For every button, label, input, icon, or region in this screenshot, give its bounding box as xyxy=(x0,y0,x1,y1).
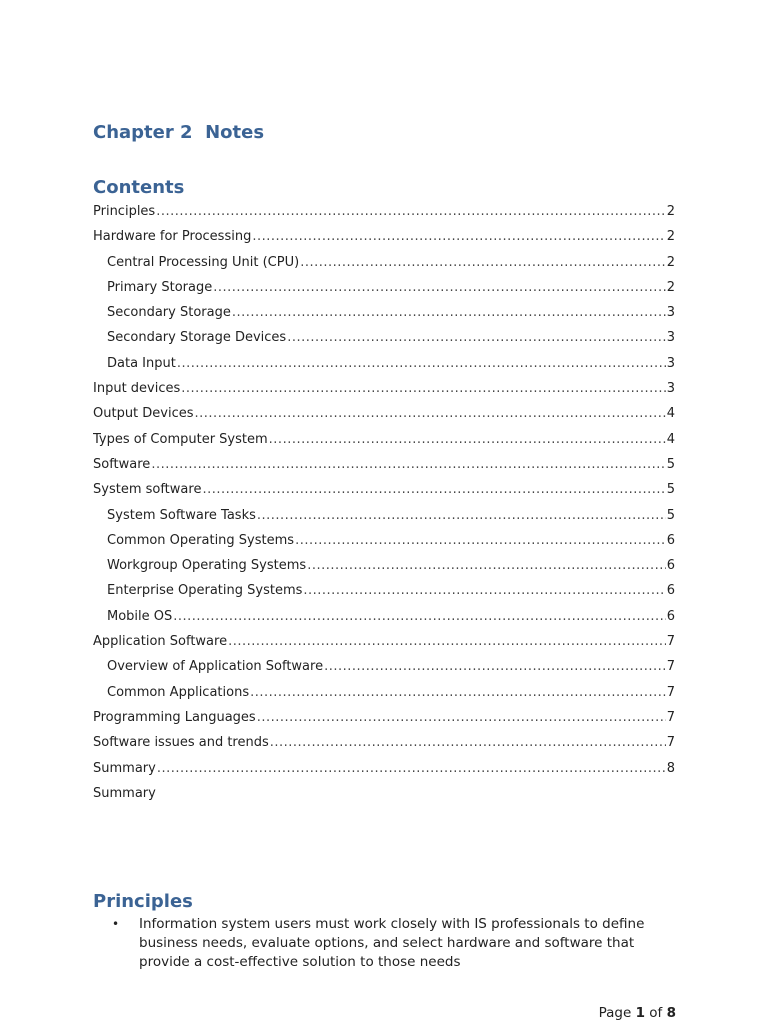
footer-total-pages: 8 xyxy=(666,1005,676,1021)
toc-entry-label: Summary xyxy=(93,785,156,801)
toc-entry-label: Summary xyxy=(93,760,156,776)
toc-leader-dots xyxy=(324,654,666,679)
toc-entry-label: Principles xyxy=(93,204,156,219)
toc-entry-page: 3 xyxy=(666,305,675,321)
toc-entry-page: 7 xyxy=(666,659,675,675)
toc-entry[interactable] xyxy=(93,275,675,300)
toc-entry[interactable] xyxy=(93,300,675,325)
toc-entry-label: Common Applications xyxy=(107,684,250,700)
toc-entry-page: 5 xyxy=(666,507,675,523)
toc-entry[interactable] xyxy=(93,477,675,502)
bullet-text: Information system users must work closely with IS professionals to define business needs, evaluate options, and select hardware and software that provide a cost-effective solution to those needs xyxy=(139,916,645,970)
toc-leader-dots xyxy=(202,477,665,502)
toc-entry-label: Enterprise Operating Systems xyxy=(107,583,303,599)
toc-entry[interactable] xyxy=(93,401,675,426)
toc-entry-label: Programming Languages xyxy=(93,709,256,725)
toc-entry-page: 7 xyxy=(666,709,675,725)
toc-leader-dots xyxy=(300,250,666,275)
toc-entry-label: Application Software xyxy=(93,634,228,650)
toc-entry-page: 7 xyxy=(666,634,675,650)
contents-heading: Contents xyxy=(93,177,185,198)
toc-leader-dots xyxy=(181,376,665,401)
toc-leader-dots xyxy=(287,325,666,350)
toc-entry-page: 6 xyxy=(666,583,675,599)
toc-entry-page: 3 xyxy=(666,330,675,346)
toc-entry[interactable] xyxy=(93,553,675,578)
toc-leader-dots xyxy=(173,604,665,629)
toc-entry-page: 2 xyxy=(666,254,675,270)
toc-leader-dots xyxy=(151,452,665,477)
toc-entry-page: 2 xyxy=(666,279,675,295)
principles-bullet-list xyxy=(112,915,682,972)
toc-leader-dots xyxy=(213,275,665,300)
toc-leader-dots xyxy=(295,528,666,553)
toc-entry[interactable] xyxy=(93,629,675,654)
table-of-contents xyxy=(93,199,675,806)
toc-entry-page: 6 xyxy=(666,558,675,574)
document-title: Chapter 2 Notes xyxy=(93,122,265,143)
principles-heading: Principles xyxy=(93,891,193,912)
toc-entry[interactable] xyxy=(93,224,675,249)
toc-leader-dots xyxy=(257,503,666,528)
toc-entry-label: Input devices xyxy=(93,381,181,397)
bullet-icon: • xyxy=(112,917,120,931)
toc-entry-label: Mobile OS xyxy=(107,608,173,624)
toc-entry-label: Secondary Storage xyxy=(107,305,231,321)
toc-entry-page: 2 xyxy=(666,204,675,219)
toc-entry[interactable] xyxy=(93,427,675,452)
toc-entry[interactable] xyxy=(93,528,675,553)
toc-entry-page: 5 xyxy=(666,482,675,498)
toc-entry-page: 4 xyxy=(666,431,675,447)
toc-leader-dots xyxy=(252,224,665,249)
toc-entry[interactable] xyxy=(93,199,675,224)
toc-entry-label: Central Processing Unit (CPU) xyxy=(107,254,300,270)
toc-leader-dots xyxy=(303,578,665,603)
toc-entry-label: Data Input xyxy=(107,355,176,371)
toc-leader-dots xyxy=(156,199,666,224)
toc-entry-label: System Software Tasks xyxy=(107,507,256,523)
toc-entry-label: Common Operating Systems xyxy=(107,532,295,548)
toc-entry-label: Hardware for Processing xyxy=(93,229,252,245)
page-footer xyxy=(599,1005,676,1021)
toc-entry[interactable] xyxy=(93,781,675,806)
toc-entry[interactable] xyxy=(93,680,675,705)
toc-entry[interactable] xyxy=(93,705,675,730)
toc-leader-dots xyxy=(157,756,666,781)
toc-entry-label: Workgroup Operating Systems xyxy=(107,558,307,574)
toc-entry-page: 5 xyxy=(666,456,675,472)
footer-of-word: of xyxy=(649,1005,663,1021)
toc-entry-page: 2 xyxy=(666,229,675,245)
toc-entry-label: Overview of Application Software xyxy=(107,659,324,675)
toc-entry[interactable] xyxy=(93,756,675,781)
list-item xyxy=(112,915,682,972)
footer-current-page: 1 xyxy=(635,1005,645,1021)
footer-page-word: Page xyxy=(598,1005,632,1021)
toc-entry-page: 6 xyxy=(666,608,675,624)
toc-leader-dots xyxy=(257,705,666,730)
toc-leader-dots xyxy=(269,427,666,452)
toc-entry-label: Secondary Storage Devices xyxy=(107,330,287,346)
toc-entry[interactable] xyxy=(93,654,675,679)
toc-entry-page: 8 xyxy=(666,760,675,776)
toc-entry[interactable] xyxy=(93,452,675,477)
toc-entry-label: System software xyxy=(93,482,202,498)
toc-entry-label: Primary Storage xyxy=(107,279,213,295)
toc-entry-page: 3 xyxy=(666,381,675,397)
toc-leader-dots xyxy=(195,401,666,426)
toc-entry-label: Software issues and trends xyxy=(93,735,269,751)
toc-entry-page: 6 xyxy=(666,532,675,548)
toc-entry-label: Software xyxy=(93,456,151,472)
toc-leader-dots xyxy=(228,629,666,654)
toc-entry-page: 7 xyxy=(666,735,675,751)
toc-entry-label: Output Devices xyxy=(93,406,194,422)
toc-entry[interactable] xyxy=(93,376,675,401)
toc-leader-dots xyxy=(270,730,666,755)
toc-entry-page: 7 xyxy=(666,684,675,700)
toc-entry[interactable] xyxy=(93,730,675,755)
toc-entry-page: 3 xyxy=(666,355,675,371)
toc-leader-dots xyxy=(307,553,666,578)
toc-entry[interactable] xyxy=(93,351,675,376)
toc-entry-page: 4 xyxy=(666,406,675,422)
toc-entry[interactable] xyxy=(93,325,675,350)
toc-entry[interactable] xyxy=(93,604,675,629)
toc-entry[interactable] xyxy=(93,250,675,275)
toc-leader-dots xyxy=(232,300,666,325)
toc-entry[interactable] xyxy=(93,503,675,528)
toc-entry-label: Types of Computer System xyxy=(93,431,268,447)
toc-leader-dots xyxy=(250,680,666,705)
toc-entry[interactable] xyxy=(93,578,675,603)
toc-leader-dots xyxy=(177,351,666,376)
